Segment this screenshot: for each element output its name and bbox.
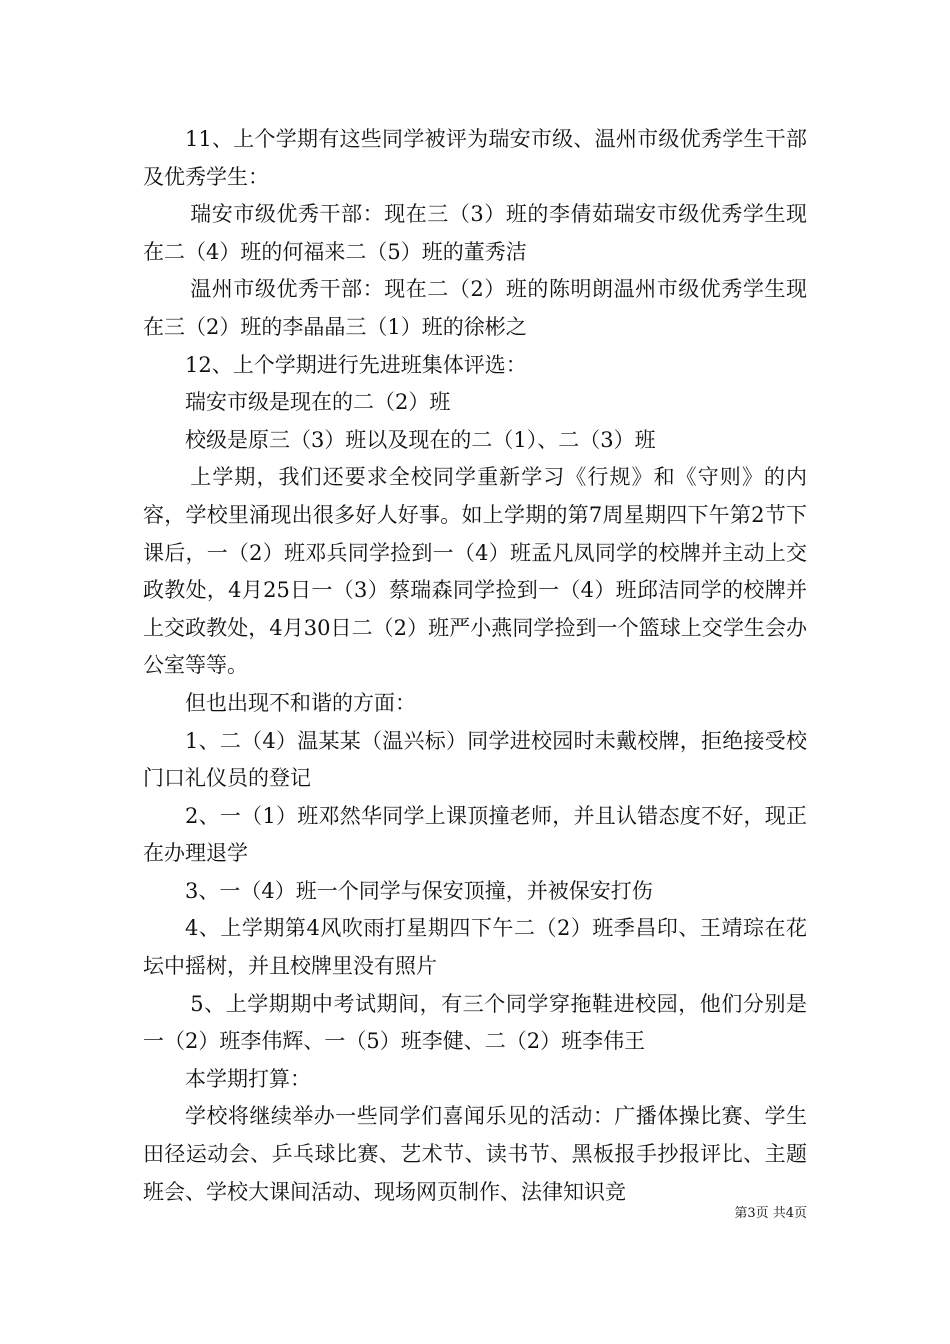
paragraph-issue-3: 3、一（4）班一个同学与保安顶撞，并被保安打伤 [185,878,653,903]
paragraph-plan-heading: 本学期打算： [185,1066,311,1091]
paragraph-issues-heading: 但也出现不和谐的方面： [185,690,416,715]
paragraph-issue-5: 5、上学期期中考试期间，有三个同学穿拖鞋进校园，他们分别是一（2）班李伟辉、一（5）班李健、二（2）班李伟王 [143,991,807,1054]
paragraph-good-deeds: 上学期，我们还要求全校同学重新学习《行规》和《守则》的内容，学校里涌现出很多好人好事。如上学期的第7周星期四下午第2节下课后，一（2）班邓兵同学捡到一（4）班孟凡凤同学的校牌并主动上交政教处，4月25日一（3）蔡瑞森同学捡到一（4）班邱洁同学的校牌并上交政教处，4月30日二（2）班严小燕同学捡到一个篮球上交学生会办公室等等。 [143,465,807,678]
paragraph-item-11: 11、上个学期有这些同学被评为瑞安市级、温州市级优秀学生干部及优秀学生： [143,127,807,189]
paragraph-school-class: 校级是原三（3）班以及现在的二（1）、二（3）班 [185,427,656,452]
paragraph-ruian-class: 瑞安市级是现在的二（2）班 [185,390,451,415]
paragraph-item-12: 12、上个学期进行先进班集体评选： [185,352,527,377]
paragraph-issue-2: 2、一（1）班邓然华同学上课顶撞老师，并且认错态度不好，现正在办理退学 [143,803,807,866]
paragraph-issue-1: 1、二（4）温某某（温兴标）同学进校园时未戴校牌，拒绝接受校门口礼仪员的登记 [143,728,807,791]
page-number-footer: 第3页 共4页 [734,1206,807,1221]
paragraph-issue-4: 4、上学期第4风吹雨打星期四下午二（2）班季昌印、王靖琮在花坛中摇树，并且校牌里没有照片 [143,916,807,979]
paragraph-wenzhou-honors: 温州市级优秀干部：现在二（2）班的陈明朗温州市级优秀学生现在三（2）班的李晶晶三（1）班的徐彬之 [143,277,807,339]
paragraph-plan-activities: 学校将继续举办一些同学们喜闻乐见的活动：广播体操比赛、学生田径运动会、乒乓球比赛、艺术节、读书节、黑板报手抄报评比、主题班会、学校大课间活动、现场网页制作、法律知识竞 [143,1104,807,1204]
paragraph-ruian-honors: 瑞安市级优秀干部：现在三（3）班的李倩茹瑞安市级优秀学生现在二（4）班的何福来二（5）班的董秀洁 [143,202,807,264]
document-body [143,121,807,1211]
